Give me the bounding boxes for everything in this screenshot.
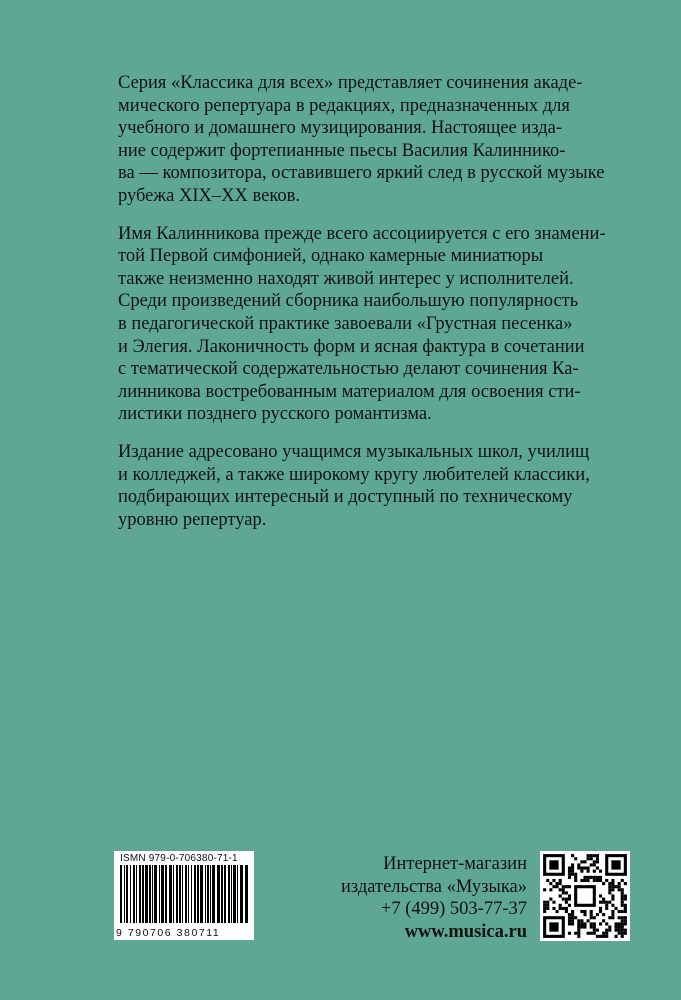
text-line: Серия «Классика для всех» представляет сочинения акаде- bbox=[118, 73, 583, 93]
text-line: с тематической содержательностью делают сочинения Ка- bbox=[118, 359, 579, 380]
text-line: подбирающих интересный и доступный по техническому bbox=[118, 487, 573, 508]
text-line: и колледжей, а также широкому кругу любителей классики, bbox=[118, 464, 590, 485]
barcode-digits: 9 790706 380711 bbox=[116, 927, 221, 939]
shop-phone: +7 (499) 503-77-37 bbox=[380, 899, 527, 919]
barcode bbox=[114, 851, 254, 940]
barcode-bars-icon bbox=[120, 865, 248, 923]
text-line: Среди произведений сборника наибольшую популярность bbox=[118, 291, 579, 312]
qr-code-icon[interactable] bbox=[540, 851, 630, 941]
shop-url[interactable]: www.musica.ru bbox=[404, 921, 527, 942]
shop-line-2: издательства «Музыка» bbox=[340, 876, 527, 897]
ismn-label: ISMN 979-0-706380-71-1 bbox=[120, 853, 238, 864]
description-text bbox=[118, 72, 620, 546]
text-line: ва — композитора, оставившего яркий след в русской музыке bbox=[118, 163, 605, 184]
shop-info bbox=[341, 853, 527, 943]
text-line: рубежа XIX–XX веков. bbox=[118, 185, 300, 206]
text-line: Имя Калинникова прежде всего ассоциируется с его знамени- bbox=[118, 223, 606, 244]
text-line: уровню репертуар. bbox=[118, 509, 267, 530]
paragraph-1 bbox=[118, 72, 620, 208]
text-line: также неизменно находят живой интерес у исполнителей. bbox=[118, 268, 574, 289]
text-line: мического репертуара в редакциях, предназначенных для bbox=[118, 95, 570, 116]
shop-line-1: Интернет-магазин bbox=[383, 854, 527, 874]
text-line: и Элегия. Лаконичность форм и ясная фактура в сочетании bbox=[118, 336, 585, 357]
text-line: в педагогической практике завоевали «Грустная песенка» bbox=[118, 313, 573, 334]
text-line: ние содержит фортепианные пьесы Василия Калиннико- bbox=[118, 140, 566, 161]
text-line: листики позднего русского романтизма. bbox=[118, 404, 432, 425]
text-line: линникова востребованным материалом для освоения сти- bbox=[118, 381, 581, 402]
paragraph-2 bbox=[118, 223, 620, 426]
text-line: Издание адресовано учащимся музыкальных школ, училищ bbox=[118, 441, 590, 462]
paragraph-3 bbox=[118, 441, 620, 531]
text-line: той Первой симфонией, однако камерные миниатюры bbox=[118, 246, 544, 267]
text-line: учебного и домашнего музицирования. Настоящее изда- bbox=[118, 118, 563, 139]
